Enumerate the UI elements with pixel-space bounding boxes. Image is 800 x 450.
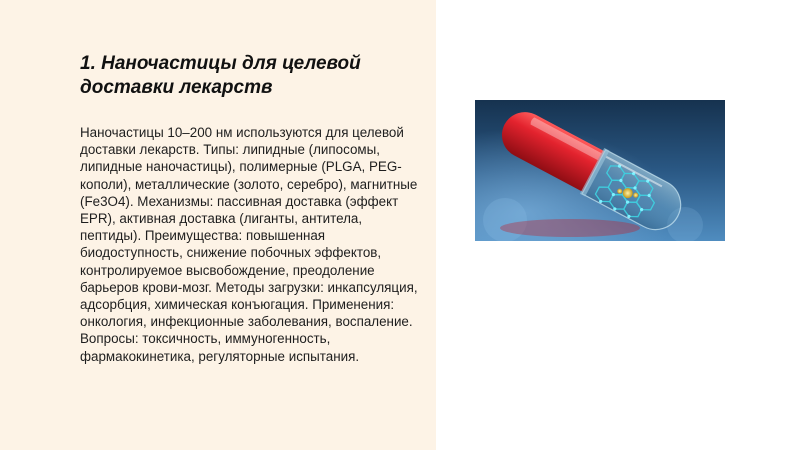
capsule-nanoparticles-photo: [475, 100, 725, 241]
image-panel: [436, 0, 800, 450]
slide-title: 1. Наночастицы для целевой доставки лекарств: [80, 53, 361, 98]
slide-body-text: Наночастицы 10–200 нм используются для целевой доставки лекарств. Типы: липидные (липосомы, липидные наночастицы), полимерные (PLGA, PEG-кополи), металлические (золото, серебро), магнитные (Fe3O4). Механизмы: пассивная доставка (эффект EPR), активная доставка (лиганты, антитела, пептиды). Преимущества: повышенная биодоступность, снижение побочных эффектов, контролируемое высвобождение, преодоление барьеров крови-мозг. Методы загрузки: инкапсуляция, адсорбция, химическая конъюгация. Применения: онкология, инфекционные заболевания, воспаление. Вопросы: токсичность, иммуногенность, фармакокинетика, регуляторные испытания.: [80, 125, 418, 364]
capsule-illustration: [475, 100, 725, 241]
